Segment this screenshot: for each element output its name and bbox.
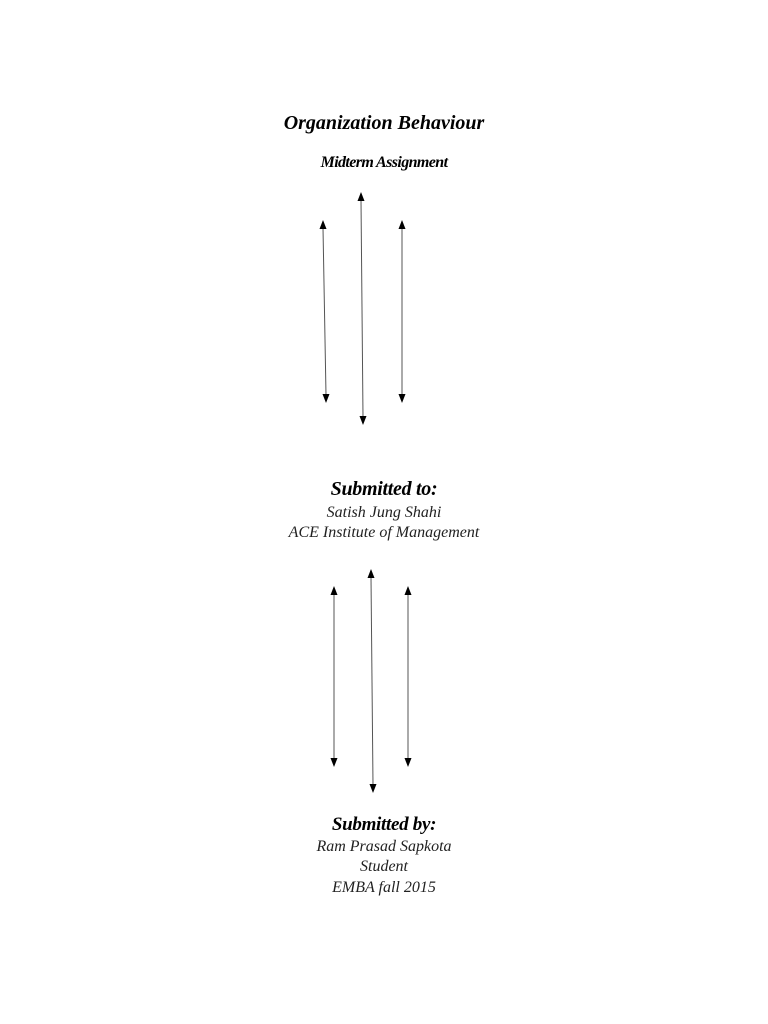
submitted-by-role: Student — [360, 858, 408, 875]
document-subtitle: Midterm Assignment — [320, 154, 448, 171]
submitted-to-heading: Submitted to: — [330, 478, 438, 500]
submitted-by-name: Ram Prasad Sapkota — [316, 838, 452, 855]
document-title: Organization Behaviour — [283, 112, 485, 134]
double-arrow-icon — [358, 192, 367, 425]
submitted-to-name: Satish Jung Shahi — [326, 504, 442, 521]
submitted-by-heading: Submitted by: — [331, 814, 437, 835]
double-arrow-icon — [331, 586, 338, 767]
submitted-to-institution: ACE Institute of Management — [288, 524, 480, 541]
double-arrow-icon — [405, 586, 412, 767]
double-arrow-icon — [399, 220, 406, 403]
double-arrow-icon — [368, 569, 377, 793]
double-arrow-icon — [320, 220, 330, 403]
submitted-by-program: EMBA fall 2015 — [332, 879, 436, 896]
